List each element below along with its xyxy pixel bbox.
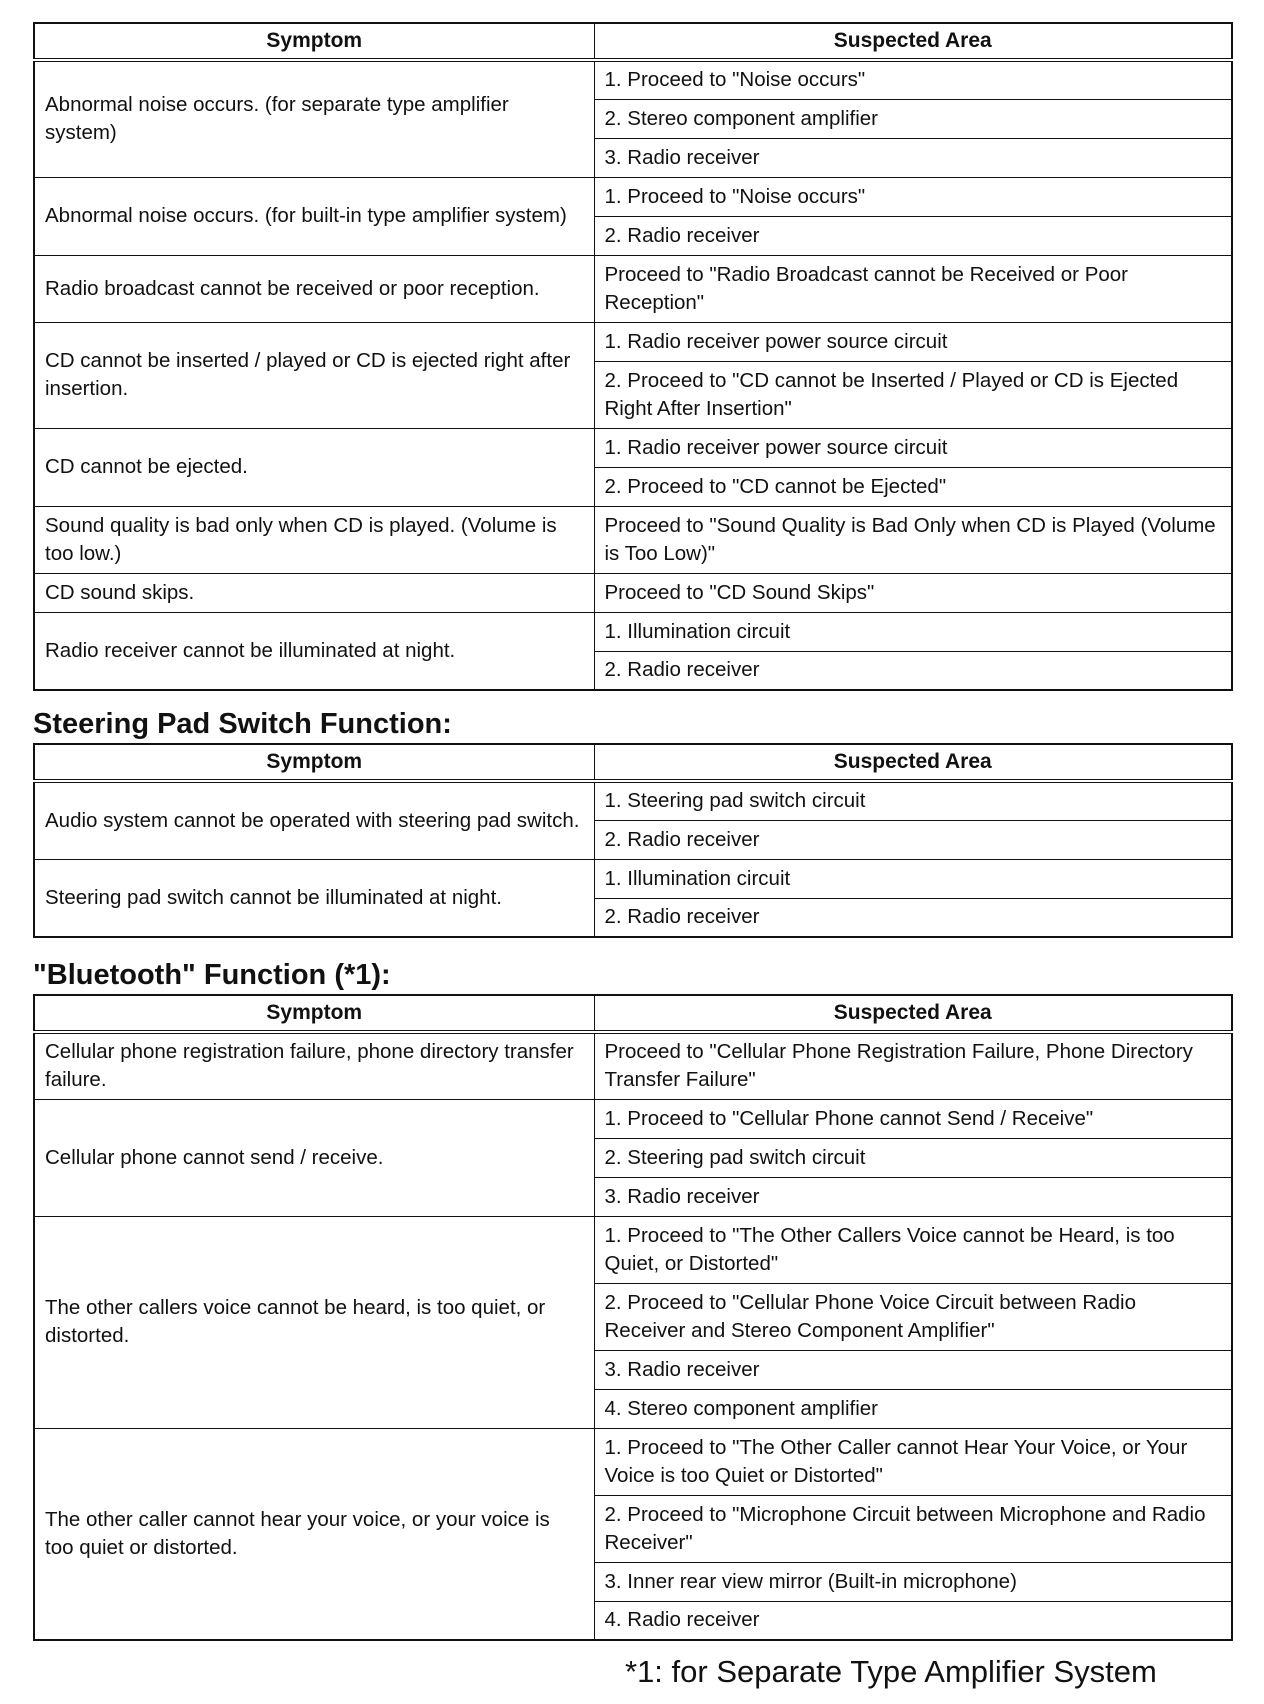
- suspected-area-cell: 1. Proceed to "The Other Callers Voice cannot be Heard, is too Quiet, or Distorted": [594, 1216, 1232, 1283]
- symptom-header: Symptom: [34, 23, 594, 60]
- symptom-cell: CD cannot be ejected.: [34, 428, 594, 506]
- suspected-area-cell: Proceed to "Cellular Phone Registration Failure, Phone Directory Transfer Failure": [594, 1032, 1232, 1099]
- section-heading-steering-pad: Steering Pad Switch Function:: [33, 708, 452, 740]
- suspected-area-cell: 4. Radio receiver: [594, 1601, 1232, 1640]
- suspected-area-cell: 1. Radio receiver power source circuit: [594, 322, 1232, 361]
- suspected-area-cell: 3. Radio receiver: [594, 1350, 1232, 1389]
- symptom-header: Symptom: [34, 744, 594, 781]
- table-header-row: [34, 995, 1232, 1032]
- suspected-area-cell: 1. Illumination circuit: [594, 859, 1232, 898]
- suspected-area-cell: 3. Radio receiver: [594, 1177, 1232, 1216]
- suspected-area-cell: 1. Radio receiver power source circuit: [594, 428, 1232, 467]
- document-page: [33, 22, 1231, 1641]
- suspected-area-header: Suspected Area: [594, 744, 1232, 781]
- symptom-header: Symptom: [34, 995, 594, 1032]
- suspected-area-header: Suspected Area: [594, 23, 1232, 60]
- suspected-area-cell: 3. Inner rear view mirror (Built-in microphone): [594, 1562, 1232, 1601]
- suspected-area-cell: 2. Proceed to "Microphone Circuit between Microphone and Radio Receiver": [594, 1495, 1232, 1562]
- audio-symptom-table: [33, 22, 1233, 691]
- symptom-cell: CD sound skips.: [34, 573, 594, 612]
- table-row: [34, 322, 1232, 361]
- suspected-area-header: Suspected Area: [594, 995, 1232, 1032]
- suspected-area-cell: 2. Radio receiver: [594, 820, 1232, 859]
- symptom-cell: Cellular phone registration failure, phone directory transfer failure.: [34, 1032, 594, 1099]
- table-row: [34, 1428, 1232, 1495]
- table-row: [34, 573, 1232, 612]
- suspected-area-cell: 2. Radio receiver: [594, 651, 1232, 690]
- table-header-row: [34, 23, 1232, 60]
- table-row: [34, 1099, 1232, 1138]
- steering-pad-symptom-table: [33, 743, 1233, 938]
- symptom-cell: The other caller cannot hear your voice, or your voice is too quiet or distorted.: [34, 1428, 594, 1640]
- symptom-cell: Audio system cannot be operated with steering pad switch.: [34, 781, 594, 859]
- suspected-area-cell: 1. Proceed to "Noise occurs": [594, 60, 1232, 99]
- section-heading-bluetooth: "Bluetooth" Function (*1):: [33, 959, 391, 991]
- suspected-area-cell: 1. Proceed to "Noise occurs": [594, 177, 1232, 216]
- suspected-area-cell: 2. Proceed to "Cellular Phone Voice Circuit between Radio Receiver and Stereo Component Amplifier": [594, 1283, 1232, 1350]
- table-row: [34, 255, 1232, 322]
- suspected-area-cell: 2. Steering pad switch circuit: [594, 1138, 1232, 1177]
- suspected-area-cell: 1. Proceed to "The Other Caller cannot Hear Your Voice, or Your Voice is too Quiet or Distorted": [594, 1428, 1232, 1495]
- symptom-cell: Abnormal noise occurs. (for built-in type amplifier system): [34, 177, 594, 255]
- suspected-area-cell: Proceed to "CD Sound Skips": [594, 573, 1232, 612]
- table-header-row: [34, 744, 1232, 781]
- suspected-area-cell: 2. Stereo component amplifier: [594, 99, 1232, 138]
- suspected-area-cell: 2. Proceed to "CD cannot be Ejected": [594, 467, 1232, 506]
- symptom-cell: Radio receiver cannot be illuminated at night.: [34, 612, 594, 690]
- table-row: [34, 859, 1232, 898]
- suspected-area-cell: 4. Stereo component amplifier: [594, 1389, 1232, 1428]
- symptom-cell: Cellular phone cannot send / receive.: [34, 1099, 594, 1216]
- table-row: [34, 781, 1232, 820]
- suspected-area-cell: 2. Radio receiver: [594, 898, 1232, 937]
- symptom-cell: Sound quality is bad only when CD is played. (Volume is too low.): [34, 506, 594, 573]
- suspected-area-cell: 1. Steering pad switch circuit: [594, 781, 1232, 820]
- symptom-cell: Steering pad switch cannot be illuminated at night.: [34, 859, 594, 937]
- symptom-cell: CD cannot be inserted / played or CD is ejected right after insertion.: [34, 322, 594, 428]
- symptom-cell: Abnormal noise occurs. (for separate type amplifier system): [34, 60, 594, 177]
- suspected-area-cell: 1. Proceed to "Cellular Phone cannot Send / Receive": [594, 1099, 1232, 1138]
- suspected-area-cell: 2. Radio receiver: [594, 216, 1232, 255]
- footnote: *1: for Separate Type Amplifier System: [625, 1654, 1157, 1689]
- symptom-cell: Radio broadcast cannot be received or poor reception.: [34, 255, 594, 322]
- table-row: [34, 177, 1232, 216]
- symptom-cell: The other callers voice cannot be heard, is too quiet, or distorted.: [34, 1216, 594, 1428]
- table-row: [34, 506, 1232, 573]
- suspected-area-cell: 2. Proceed to "CD cannot be Inserted / Played or CD is Ejected Right After Insertion": [594, 361, 1232, 428]
- bluetooth-symptom-table: [33, 994, 1233, 1641]
- table-row: [34, 1216, 1232, 1283]
- suspected-area-cell: Proceed to "Radio Broadcast cannot be Received or Poor Reception": [594, 255, 1232, 322]
- table-row: [34, 612, 1232, 651]
- table-row: [34, 1032, 1232, 1099]
- suspected-area-cell: 1. Illumination circuit: [594, 612, 1232, 651]
- table-row: [34, 428, 1232, 467]
- suspected-area-cell: 3. Radio receiver: [594, 138, 1232, 177]
- table-row: [34, 60, 1232, 99]
- suspected-area-cell: Proceed to "Sound Quality is Bad Only when CD is Played (Volume is Too Low)": [594, 506, 1232, 573]
